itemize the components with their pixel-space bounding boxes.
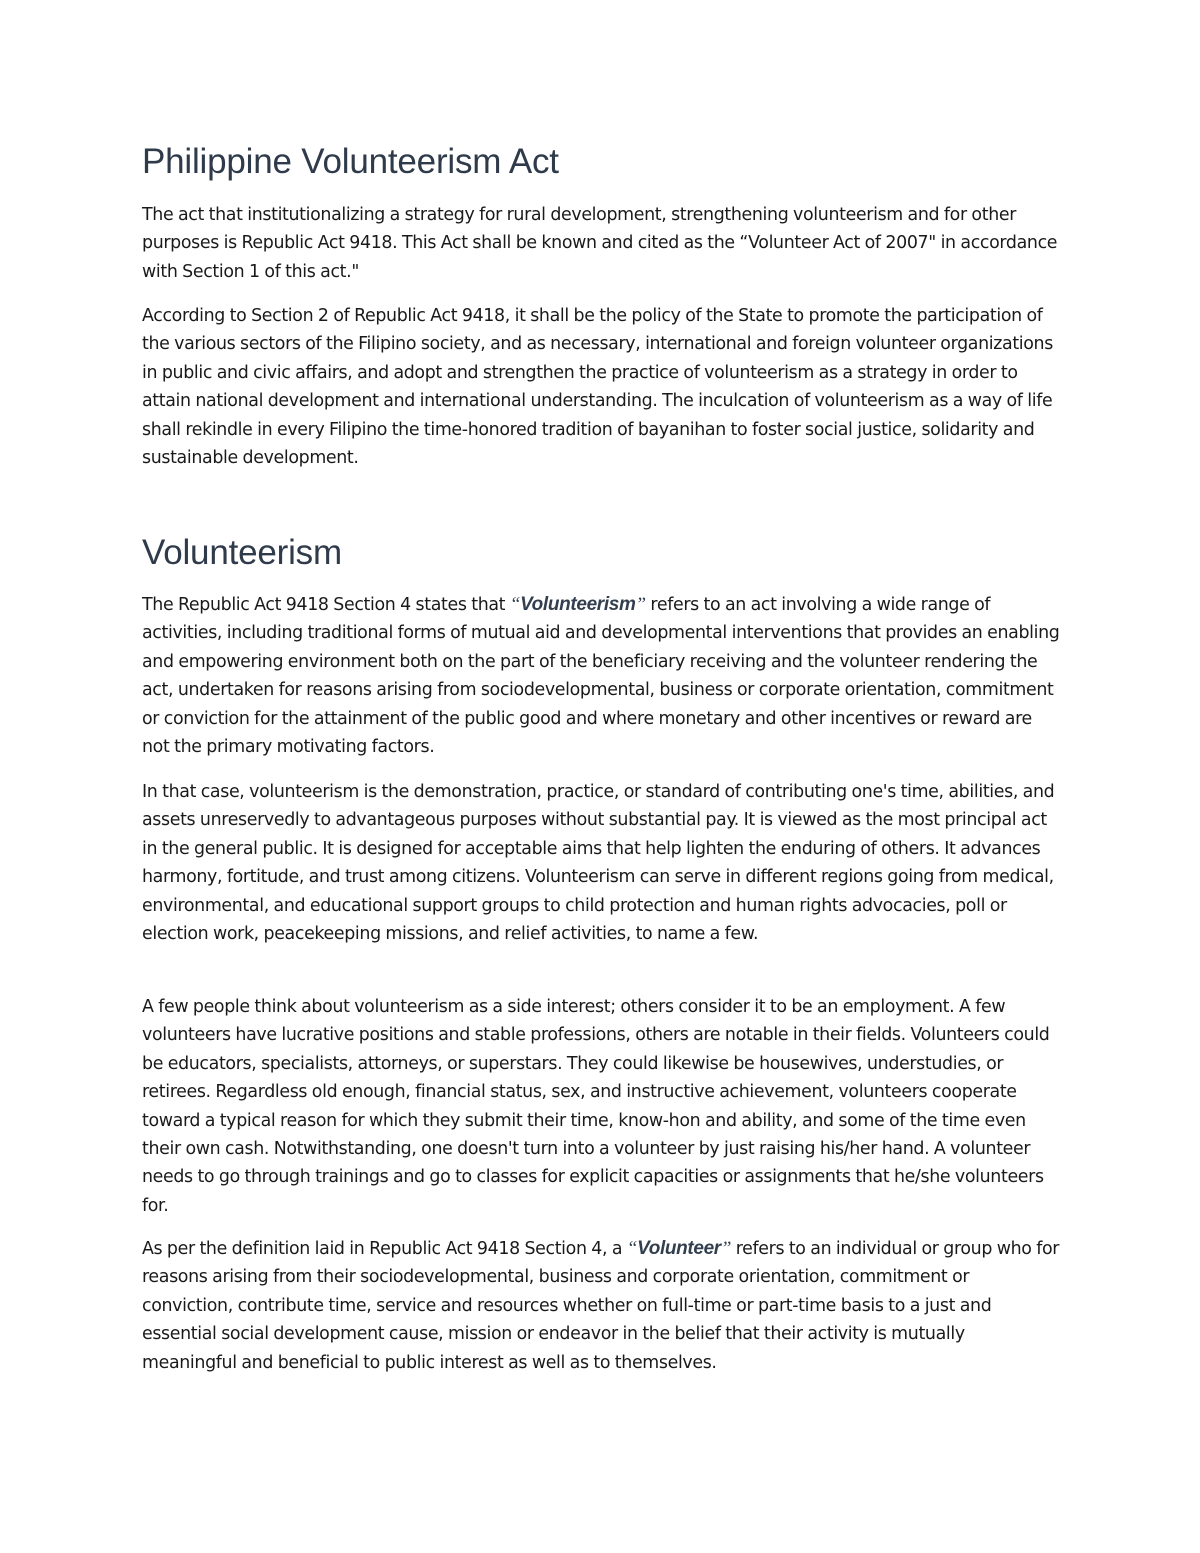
term-volunteer: Volunteer xyxy=(637,1238,721,1259)
definition-volunteerism-lead: The Republic Act 9418 Section 4 states that xyxy=(142,595,510,615)
term-volunteerism: Volunteerism xyxy=(520,594,636,615)
definition-volunteerism-text: refers to an act involving a wide range of activities, including traditional forms of mutual aid and developmental interventions that provides an enabling and empowering environment both on the part of the beneficiary receiving and the volunteer rendering the act, undertaken for reasons arising from sociodevelopmental, business or corporate orientation, commitment or conviction for the attainment of the public good and where monetary and other incentives or reward are not the primary motivating factors. xyxy=(142,595,1060,758)
page-title: Philippine Volunteerism Act xyxy=(142,142,559,181)
definition-volunteer-paragraph xyxy=(142,1235,1060,1377)
body-paragraph-1: In that case, volunteerism is the demonstration, practice, or standard of contributing one's time, abilities, and assets unreservedly to advantageous purposes without substantial pay. It is viewed as the most principal act in the general public. It is designed for acceptable aims that help lighten the enduring of others. It advances harmony, fortitude, and trust among citizens. Volunteerism can serve in different regions going from medical, environmental, and educational support groups to child protection and human rights advocacies, poll or election work, peacekeeping missions, and relief activities, to name a few. xyxy=(142,782,1055,945)
intro-paragraph-2: According to Section 2 of Republic Act 9418, it shall be the policy of the State to promote the participation of the various sectors of the Filipino society, and as necessary, international and foreign volunteer organizations in public and civic affairs, and adopt and strengthen the practice of volunteerism as a strategy in order to attain national development and international understanding. The inculcation of volunteerism as a way of life shall rekindle in every Filipino the time-honored tradition of bayanihan to foster social justice, solidarity and sustainable development. xyxy=(142,306,1053,469)
body-paragraph-2: A few people think about volunteerism as a side interest; others consider it to be an employment. A few volunteers have lucrative positions and stable professions, others are notable in their fields. Volunteers could be educators, specialists, attorneys, or superstars. They could likewise be housewives, understudies, or retirees. Regardless old enough, financial status, sex, and instructive achievement, volunteers cooperate toward a typical reason for which they submit their time, know-hon and ability, and some of the time even their own cash. Notwithstanding, one doesn't turn into a volunteer by just raising his/her hand. A volunteer needs to go through trainings and go to classes for explicit capacities or assignments that he/she volunteers for. xyxy=(142,997,1050,1216)
definition-volunteer-text: refers to an individual or group who for reasons arising from their sociodevelopmental, business and corporate orientation, commitment or conviction, contribute time, service and resources whether on full-time or part-time basis to a just and essential social development cause, mission or endeavor in the belief that their activity is mutually meaningful and beneficial to public interest as well as to themselves. xyxy=(142,1239,1060,1373)
definition-volunteer-lead: As per the definition laid in Republic Act 9418 Section 4, a xyxy=(142,1239,627,1259)
open-quote: “ xyxy=(509,594,521,615)
section-heading-volunteerism: Volunteerism xyxy=(142,533,342,572)
close-quote: ” xyxy=(635,594,646,615)
close-quote: ” xyxy=(720,1238,732,1259)
intro-paragraph-1: The act that institutionalizing a strategy for rural development, strengthening volunteerism and for other purposes is Republic Act 9418. This Act shall be known and cited as the “Volunteer Act of 2007" in accordance with Section 1 of this act." xyxy=(142,205,1058,282)
open-quote: “ xyxy=(626,1238,638,1259)
definition-volunteerism-paragraph xyxy=(142,591,1060,761)
